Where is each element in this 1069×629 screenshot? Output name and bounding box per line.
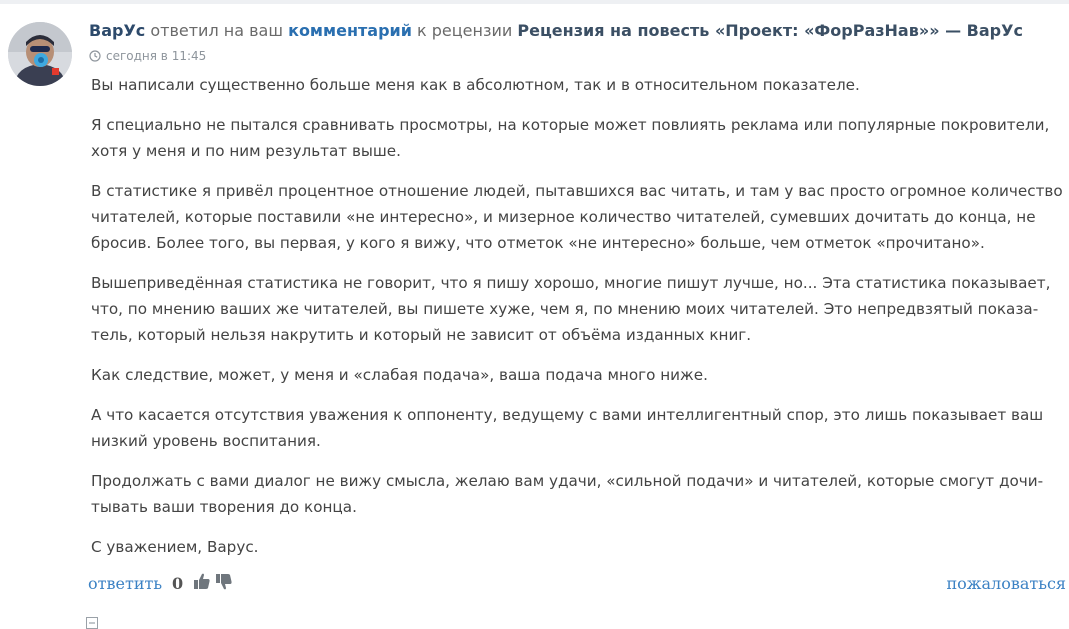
comment-paragraph: С уважением, Варус. bbox=[91, 538, 259, 556]
to-review-text: к рецензии bbox=[411, 21, 518, 40]
thumbs-up-icon[interactable] bbox=[193, 572, 211, 592]
comment-link[interactable]: комментарий bbox=[288, 21, 412, 40]
thumbs-down-icon[interactable] bbox=[215, 572, 233, 592]
review-title-link[interactable]: Рецензия на повесть «Проект: «ФорРазНав»» — ВарУс bbox=[517, 21, 1023, 40]
comment-paragraph: Я специально не пытался сравнивать просмотры, на которые может повлиять реклама или популярные покровители, хотя у меня и по ним результат выше. bbox=[91, 116, 1050, 160]
comment-actions bbox=[88, 572, 1066, 596]
comment-paragraph: Как следствие, может, у меня и «слабая подача», ваша подача много ниже. bbox=[91, 366, 708, 384]
top-divider bbox=[0, 0, 1069, 4]
avatar[interactable] bbox=[8, 22, 72, 86]
comment-paragraph: Продолжать с вами диалог не вижу смысла, желаю вам удачи, «сильной подачи» и читателей, которые смогут дочитывать ваши творения до конца. bbox=[91, 472, 1044, 516]
collapse-icon[interactable] bbox=[86, 614, 98, 626]
author-link[interactable]: ВарУс bbox=[89, 21, 146, 40]
comment-body bbox=[91, 72, 1063, 574]
comment-header bbox=[89, 20, 1064, 42]
comment-date bbox=[89, 48, 206, 64]
reply-link[interactable]: ответить bbox=[88, 574, 163, 593]
comment-paragraph: Вышеприведённая статистика не говорит, что я пишу хорошо, многие пишут лучше, но... Эта статистика показывает, что, по мнению ваших же читателей, вы пишете хуже, чем я, по мнению моих читателей. Это непредвзятый показатель, который нельзя накрутить и который не зависит от объёма изданных книг. bbox=[91, 274, 1051, 344]
comment-paragraph: А что касается отсутствия уважения к оппоненту, ведущему с вами интеллигентный спор, это лишь показывает ваш низкий уровень воспитания. bbox=[91, 406, 1044, 450]
clock-icon bbox=[89, 50, 101, 62]
comment-paragraph: В статистике я привёл процентное отношение людей, пытавшихся вас читать, и там у вас просто огромное количество читателей, которые поставили «не интересно», и мизерное количество читателей, сумевших дочитать до конца, не бросив. Более того, вы первая, у кого я вижу, что отметок «не интересно» больше, чем отметок «прочитано». bbox=[91, 182, 1063, 252]
date-text: сегодня в 11:45 bbox=[106, 49, 207, 63]
vote-count: 0 bbox=[172, 574, 184, 593]
action-text: ответил на ваш bbox=[145, 21, 289, 40]
report-link[interactable]: пожаловаться bbox=[946, 574, 1066, 593]
comment-paragraph: Вы написали существенно больше меня как в абсолютном, так и в относительном показателе. bbox=[91, 76, 860, 94]
